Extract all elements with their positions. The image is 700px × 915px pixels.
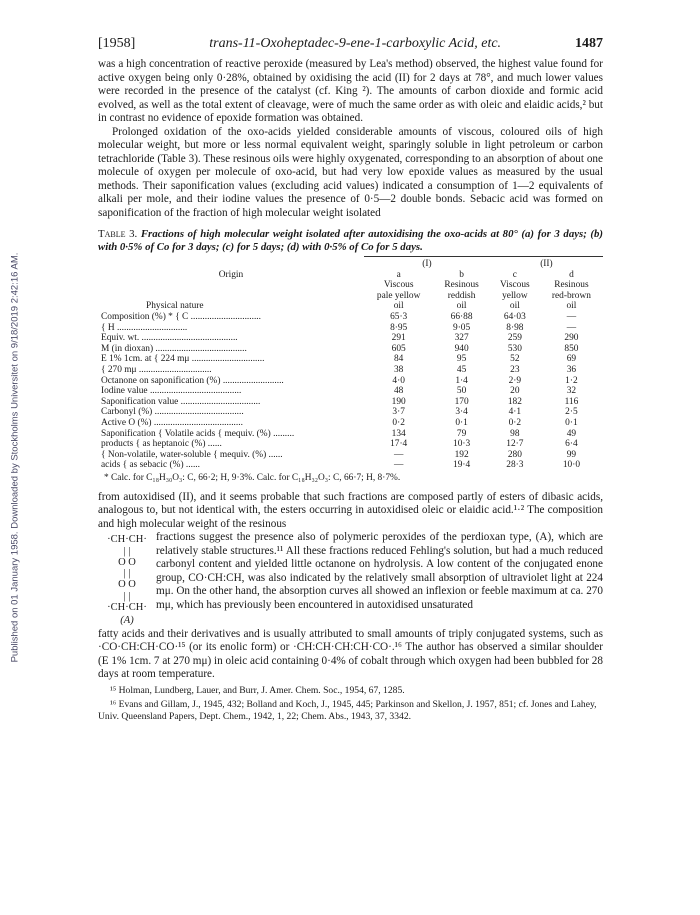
table-cell: 3·4 [455,407,468,418]
table-cell: 170 [454,396,469,407]
structure-bond: | | [123,568,131,580]
row-label: Equiv. wt. ......................................... [101,333,238,344]
table-cell: 23 [510,364,520,375]
table-cell: 48 [393,386,404,397]
structure-wrap [98,531,603,628]
origin-cell: b [459,269,464,280]
row-label: Active O (%) ...................................... [101,417,243,428]
nature-cell: yellow [502,290,528,301]
table-cell: — [393,460,404,471]
nature-cell: reddish [447,290,476,301]
table-cell: 69 [566,354,577,365]
paragraph-3: from autoxidised (II), and it seems probable that such fractions are composed partly of esters of dibasic acids, analogous to, but not identical with, the esters occurring in autoxidised oleic or elaidic acid.¹·² The composition and high molecular weight of the resinous [98,490,603,530]
footnote-15: ¹⁵ Holman, Lundberg, Lauer, and Burr, J. Amer. Chem. Soc., 1954, 67, 1285. [110,684,405,696]
table-cell: 17·4 [390,439,408,450]
year-label: [1958] [98,36,136,51]
origin-label: Origin [218,269,244,280]
group-i: (I) [364,257,490,270]
origin-cell: d [569,269,574,280]
row-label: { 270 mμ ............................... [101,364,212,375]
nature-cell: Viscous [500,280,530,291]
table-cell: 12·7 [506,439,524,450]
table-cell: — [566,311,577,322]
nature-cell: Viscous [383,280,414,291]
table-row [98,407,603,418]
table-cell: 84 [393,354,404,365]
table-cell: 116 [564,396,579,407]
nature-cell: Resinous [554,280,589,291]
group-ii: (II) [490,257,603,270]
table-cell: 32 [566,386,577,397]
paragraph-5: fatty acids and their derivatives and is usually attributed to small amounts of triply conjugated systems, such as ·CO·CH:CH·CO·¹⁵ (or its enolic form) or ·CH:CH·CH:CH·CO·.¹⁶ The author has observed a similar shoulder (E 1% 1cm. 7 at 270 mμ) in oleic acid containing 0·4% of cobalt through which oxygen had been bubbled for 28 days at room temperature. [98,627,603,681]
row-label: Composition (%) * { C .............................. [101,311,261,322]
group-header-row [98,257,603,270]
table-row [98,376,603,387]
table-caption-text: Fractions of high molecular weight isolated after autoxidising the oxo-acids at 80° (a) for 3 days; (b) with 0·5% of Co for 3 days; (c) for 5 days; (d) with 0·5% of Co for 5 days. [98,228,604,253]
table-cell: 20 [510,386,520,397]
table-cell: 605 [391,343,406,354]
table-row [98,460,603,471]
table-cell: 4·0 [392,375,405,386]
structure-top: ·CH·CH· [107,534,147,546]
running-header [98,36,603,52]
table-row [98,323,603,334]
row-label: { H .............................. [101,322,188,333]
table-cell: 1·2 [565,375,578,386]
row-label: products { as heptanoic (%) ...... [101,439,222,450]
table-cell: 8·98 [506,322,524,333]
structure-label: (A) [120,615,134,627]
page-number: 1487 [574,36,603,51]
nature-row [98,301,603,312]
paragraph-4: fractions suggest the presence also of polymeric peroxides of the perdioxan type, (A), which are relatively stable structures.¹¹ All these fractions reduced Fehling's solution, but had a much reduced carbonyl content and yielded little octanone on hydrolysis. A low content of the conjugated enone group, CO·CH:CH, was also indicated by the relatively small absorption of ultraviolet light at 224 mμ. On the other hand, the absorption curves all showed an inflexion or feeble maximum at ca. 270 mμ, which has previously been encountered in autoxidised unsaturated [156,531,603,611]
table-row [98,386,603,397]
table-cell: 45 [456,364,467,375]
paragraph-1: was a high concentration of reactive peroxide (measured by Lea's method) observed, the highest value found for active oxygen being only 0·28%, obtained by oxidising the acid (II) for 2 days at 78°, and much lower values were recorded in the presence of the catalyst (cf. King ²). The amounts of carbon dioxide and formic acid evolved, as well as the total extent of cleavage, were of much the same order as with oleic and elaidic acids,² but in contrast no evidence of epoxide formation was obtained. [98,58,603,124]
table-cell: 0·2 [392,417,405,428]
table-cell: — [393,449,404,460]
nature-cell: oil [393,301,404,312]
row-label: Iodine value ....................................... [101,386,242,397]
table-label: Table 3. [98,228,138,240]
nature-cell: oil [509,301,520,312]
structure-bond: | | [123,545,131,557]
download-notice: Published on 01 January 1958. Downloaded by Stockholms Universitet on 9/18/2019 2:42:16 AM. [9,252,21,663]
table-cell: 66·88 [450,311,473,322]
table-cell: 9·05 [453,322,471,333]
table-row [98,439,603,450]
nature-label: Physical nature [146,301,204,312]
results-table [98,256,603,471]
table-cell: 0·1 [455,417,468,428]
table-cell: 10·3 [453,439,471,450]
nature-cell: oil [566,301,577,312]
perdioxan-structure [98,531,156,628]
table-row [98,312,603,323]
table-cell: 49 [566,428,577,439]
row-label: Carbonyl (%) ...................................... [101,407,244,418]
table-footnote: * Calc. for C₁₈H₃₀O₃: C, 66·2; H, 9·3%. Calc. for C₁₈H₃₂O₃: C, 66·7; H, 8·7%. [104,472,401,483]
table-cell: 98 [510,428,520,439]
table-cell: 3·7 [392,407,405,418]
table-cell: 6·4 [565,439,578,450]
table-row [98,365,603,376]
table-row [98,450,603,461]
table-cell: 64·03 [503,311,526,322]
row-label: { Non-volatile, water-soluble { mequiv. (%) ...... [101,449,283,460]
nature-cell: pale yellow [376,290,421,301]
table-cell: — [566,322,577,333]
table-cell: 0·2 [508,417,522,428]
table-cell: 2·5 [565,407,578,418]
origin-row [98,270,603,281]
table-cell: 290 [564,333,579,344]
row-label: Saponification { Volatile acids { mequiv. (%) ......... [101,428,295,439]
footnote-16: ¹⁶ Evans and Gillam, J., 1945, 432; Bolland and Koch, J., 1945, 445; Parkinson and Skellon, J. 1957, 851; cf. Jones and Lahey, Univ. Queensland Papers, Dept. Chem., 1942, 1, 22; Chem. Abs., 1943, 37, 3342. [98,699,597,722]
table-row [98,354,603,365]
table-row [98,418,603,429]
table-cell: 10·0 [562,460,581,471]
table-cell: 28·3 [506,460,524,471]
nature-cell: oil [456,301,467,312]
table-cell: 99 [566,449,577,460]
table-cell: 8·95 [390,322,408,333]
table-cell: 327 [454,333,469,344]
table-cell: 940 [454,343,469,354]
table-cell: 134 [391,428,406,439]
table-cell: 79 [456,428,467,439]
row-label: acids { as sebacic (%) ...... [101,460,200,471]
table-cell: 36 [566,364,577,375]
nature-cell: Resinous [444,280,479,291]
origin-cell: a [396,269,401,280]
nature-row [98,291,603,302]
table-cell: 182 [507,396,522,407]
row-label: M (in dioxan) ....................................... [101,343,247,354]
table-cell: 19·4 [453,460,471,471]
table-cell: 192 [454,449,469,460]
table-cell: 259 [507,333,522,344]
table-cell: 4·1 [508,407,522,418]
table-cell: 65·3 [390,311,408,322]
paragraph-2: Prolonged oxidation of the oxo-acids yielded considerable amounts of viscous, coloured oils of high molecular weight, but more or less normal equivalent weight, sparingly soluble in light petroleum or carbon tetrachloride (Table 3). These resinous oils were highly oxygenated, corresponding to an absorption of about one molecule of oxygen per molecule of oxo-acid, but had very low epoxide values as measured by the usual methods. Their saponification values (excluding acid values) indicated a consumption of 1—2 equivalents of alkali per mole, and their iodine values the presence of 0·5—2 double bonds. Sebacic acid was formed on saponification of the fraction of high molecular weight isolated [98,125,603,219]
table-cell: 190 [391,396,406,407]
table-cell: 38 [393,364,404,375]
table-caption [98,228,603,254]
structure-bottom: ·CH·CH· [107,601,147,613]
table-row [98,397,603,408]
nature-cell: red-brown [551,290,591,301]
row-label: Octanone on saponification (%) .......................... [101,375,284,386]
table-cell: 2·9 [508,375,522,386]
table-cell: 850 [564,343,579,354]
table-cell: 291 [391,333,406,344]
table-cell: 52 [510,354,520,365]
table-row [98,344,603,355]
table-cell: 530 [507,343,522,354]
running-title: trans-11-Oxoheptadec-9-ene-1-carboxylic Acid, etc. [209,36,502,51]
row-label: Saponification value .................................. [101,396,261,407]
table-cell: 95 [456,354,467,365]
table-cell: 280 [507,449,522,460]
structure-oxygen: O O [118,556,136,568]
journal-page [98,36,603,722]
structure-oxygen: O O [118,579,136,591]
origin-cell: c [512,269,517,280]
table-cell: 50 [456,386,467,397]
table-row [98,333,603,344]
table-row [98,429,603,440]
table-cell: 1·4 [455,375,468,386]
table-cell: 0·1 [565,417,578,428]
structure-bond: | | [123,590,131,602]
nature-row [98,280,603,291]
row-label: E 1% 1cm. at { 224 mμ ............................... [101,354,265,365]
